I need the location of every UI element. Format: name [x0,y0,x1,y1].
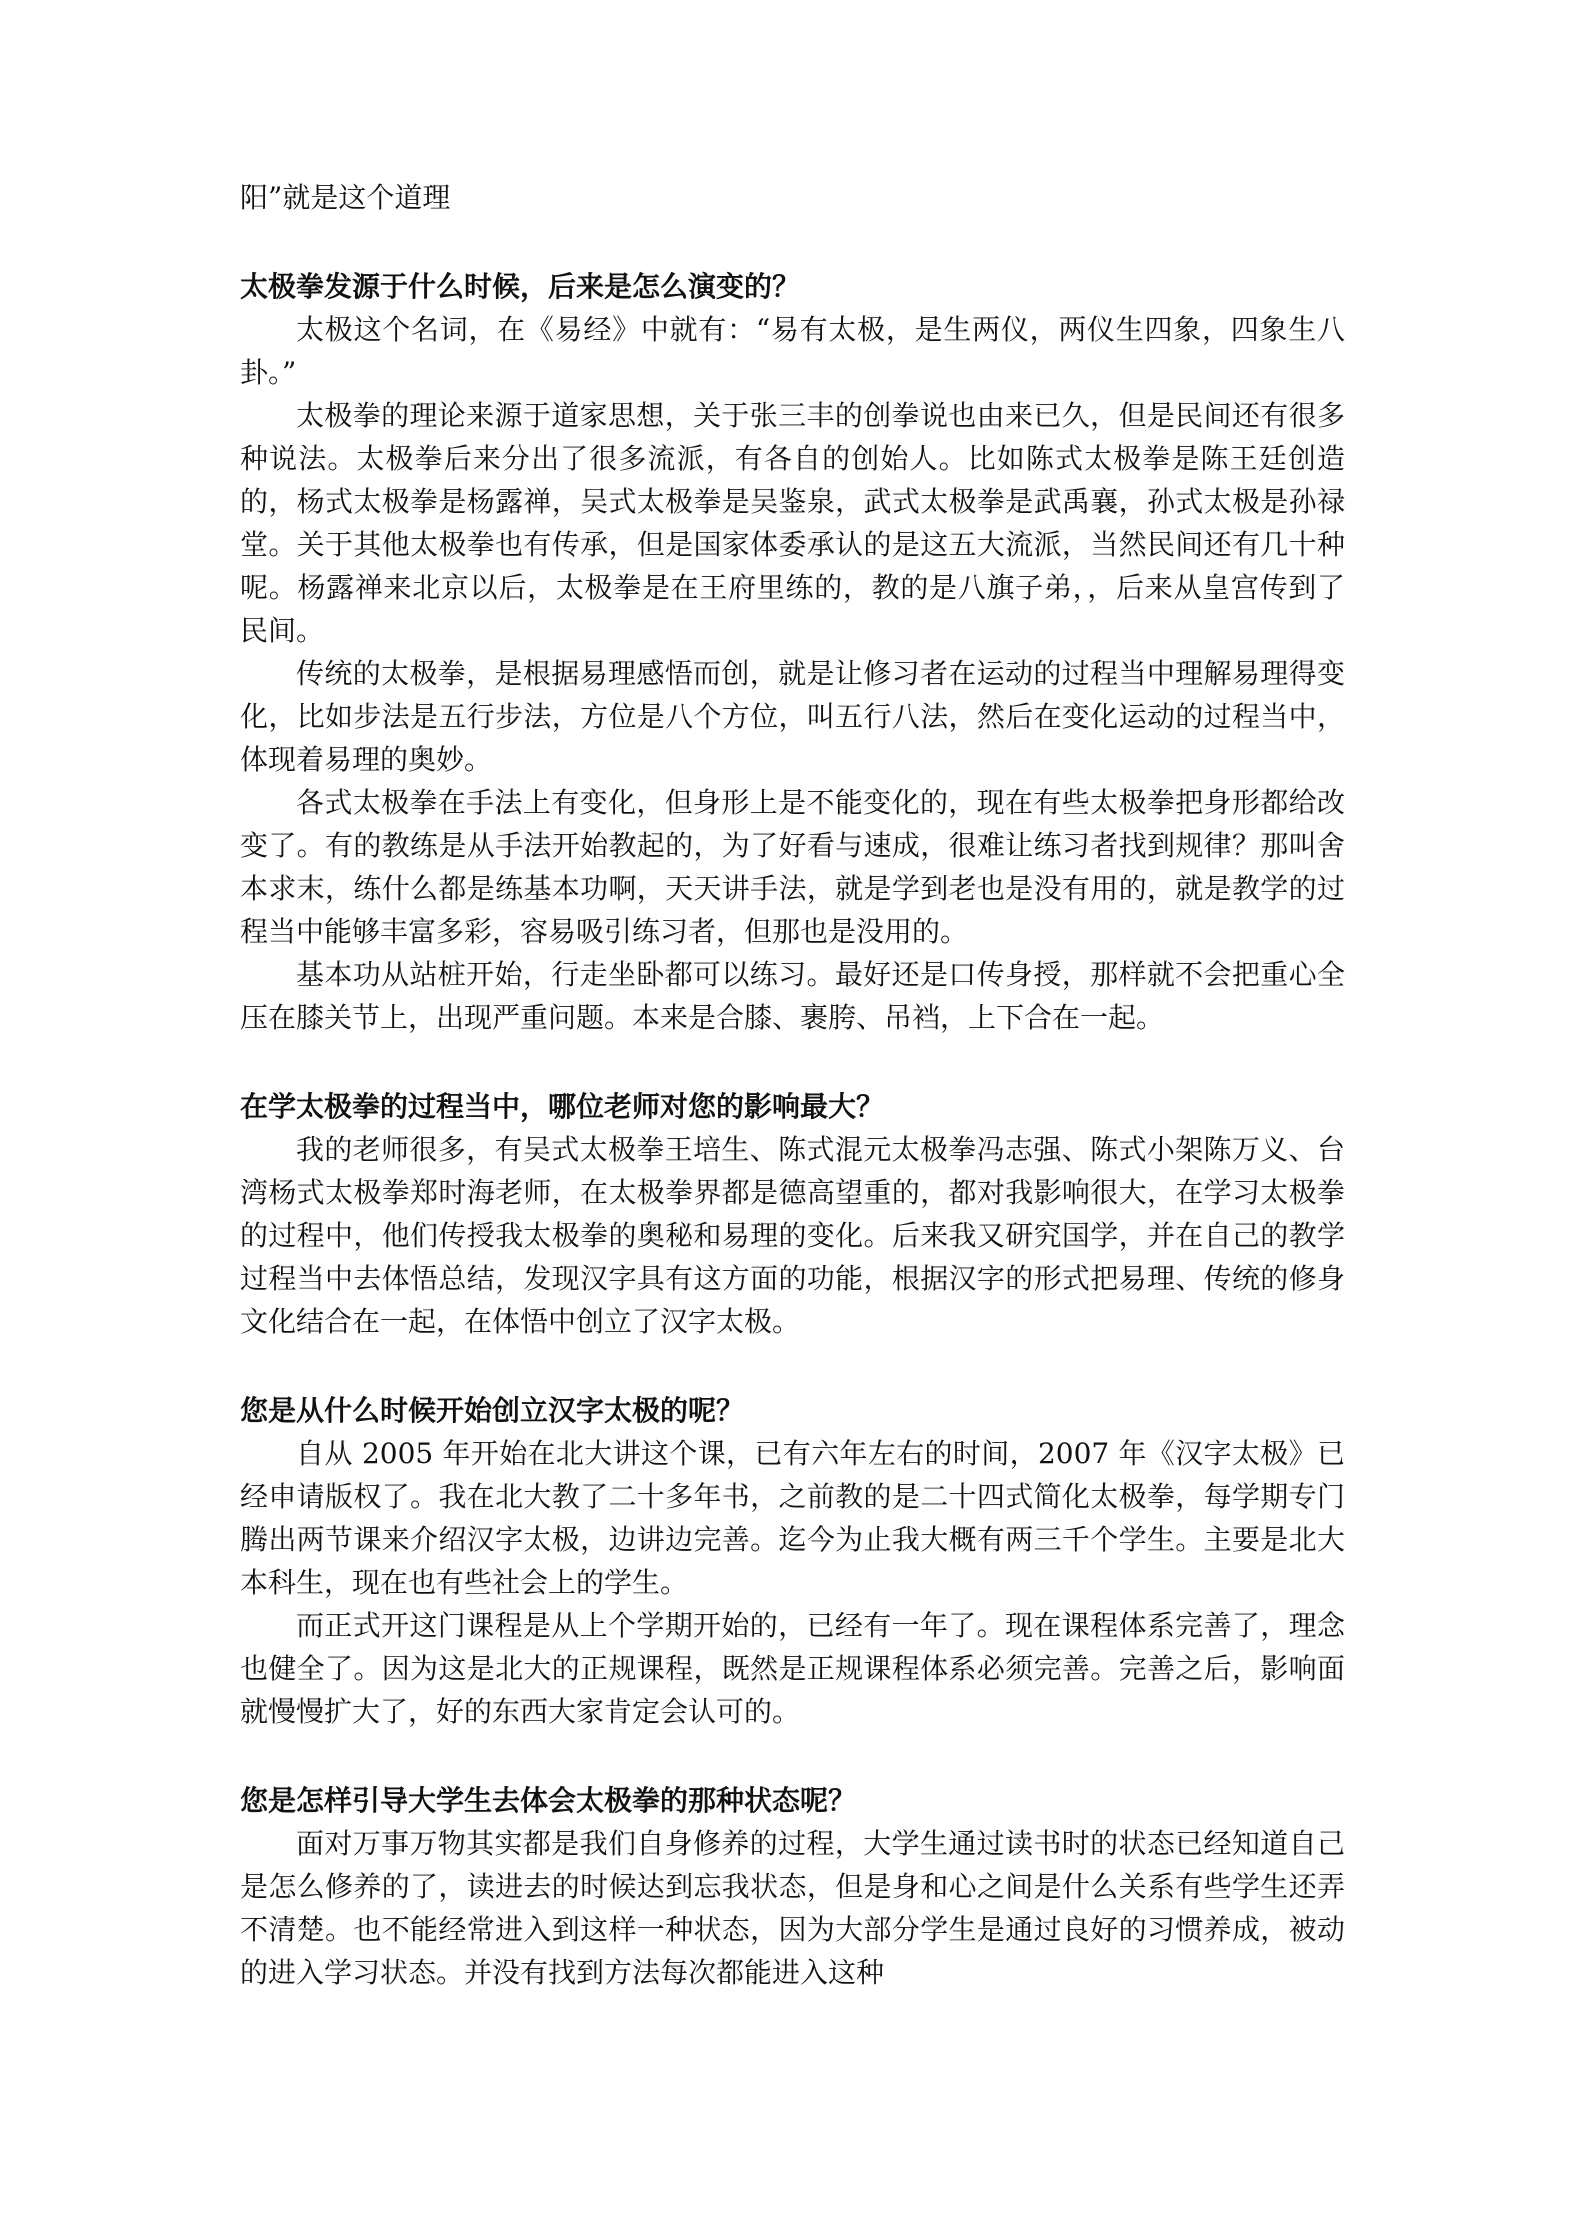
section-founding [240,1389,1345,1733]
section-origin [240,265,1345,1039]
section-heading: 您是怎样引导大学生去体会太极拳的那种状态呢？ [240,1784,857,1817]
section-heading: 在学太极拳的过程当中，哪位老师对您的影响最大？ [240,1090,885,1123]
paragraph: 自从 2005 年开始在北大讲这个课，已有六年左右的时间，2007 年《汉字太极》已经申请版权了。我在北大教了二十多年书，之前教的是二十四式简化太极拳，每学期专门腾出两节课来介绍汉字太极，边讲边完善。迄今为止我大概有两三千个学生。主要是北大本科生，现在也有些社会上的学生。 [240,1437,1345,1599]
section-teachers [240,1085,1345,1343]
paragraph: 传统的太极拳，是根据易理感悟而创，就是让修习者在运动的过程当中理解易理得变化，比如步法是五行步法，方位是八个方位，叫五行八法，然后在变化运动的过程当中，体现着易理的奥妙。 [240,657,1345,776]
paragraph: 太极这个名词，在《易经》中就有：“易有太极，是生两仪，两仪生四象，四象生八卦。” [240,313,1345,389]
paragraph: 各式太极拳在手法上有变化，但身形上是不能变化的，现在有些太极拳把身形都给改变了。有的教练是从手法开始教起的，为了好看与速成，很难让练习者找到规律？那叫舍本求末，练什么都是练基本功啊，天天讲手法，就是学到老也是没有用的，就是教学的过程当中能够丰富多彩，容易吸引练习者，但那也是没用的。 [240,786,1345,948]
section-heading: 太极拳发源于什么时候，后来是怎么演变的？ [240,270,801,303]
paragraph: 基本功从站桩开始，行走坐卧都可以练习。最好还是口传身授，那样就不会把重心全压在膝关节上，出现严重问题。本来是合膝、裹胯、吊裆，上下合在一起。 [240,958,1345,1034]
opening-fragment: 阳”就是这个道理 [240,181,451,214]
section-guidance [240,1779,1345,1994]
section-heading: 您是从什么时候开始创立汉字太极的呢？ [240,1394,745,1427]
paragraph: 而正式开这门课程是从上个学期开始的，已经有一年了。现在课程体系完善了，理念也健全了。因为这是北大的正规课程，既然是正规课程体系必须完善。完善之后，影响面就慢慢扩大了，好的东西大家肯定会认可的。 [240,1609,1345,1728]
paragraph: 面对万事万物其实都是我们自身修养的过程，大学生通过读书时的状态已经知道自己是怎么修养的了，读进去的时候达到忘我状态，但是身和心之间是什么关系有些学生还弄不清楚。也不能经常进入到这样一种状态，因为大部分学生是通过良好的习惯养成，被动的进入学习状态。并没有找到方法每次都能进入这种 [240,1827,1345,1989]
paragraph: 我的老师很多，有吴式太极拳王培生、陈式混元太极拳冯志强、陈式小架陈万义、台湾杨式太极拳郑时海老师，在太极拳界都是德高望重的，都对我影响很大，在学习太极拳的过程中，他们传授我太极拳的奥秘和易理的变化。后来我又研究国学，并在自己的教学过程当中去体悟总结，发现汉字具有这方面的功能，根据汉字的形式把易理、传统的修身文化结合在一起，在体悟中创立了汉字太极。 [240,1133,1345,1338]
paragraph: 太极拳的理论来源于道家思想，关于张三丰的创拳说也由来已久，但是民间还有很多种说法。太极拳后来分出了很多流派，有各自的创始人。比如陈式太极拳是陈王廷创造的，杨式太极拳是杨露禅，吴式太极拳是吴鉴泉，武式太极拳是武禹襄，孙式太极是孙禄堂。关于其他太极拳也有传承，但是国家体委承认的是这五大流派，当然民间还有几十种呢。杨露禅来北京以后，太极拳是在王府里练的，教的是八旗子弟，，后来从皇宫传到了民间。 [240,399,1345,647]
document-page [240,176,1345,1994]
